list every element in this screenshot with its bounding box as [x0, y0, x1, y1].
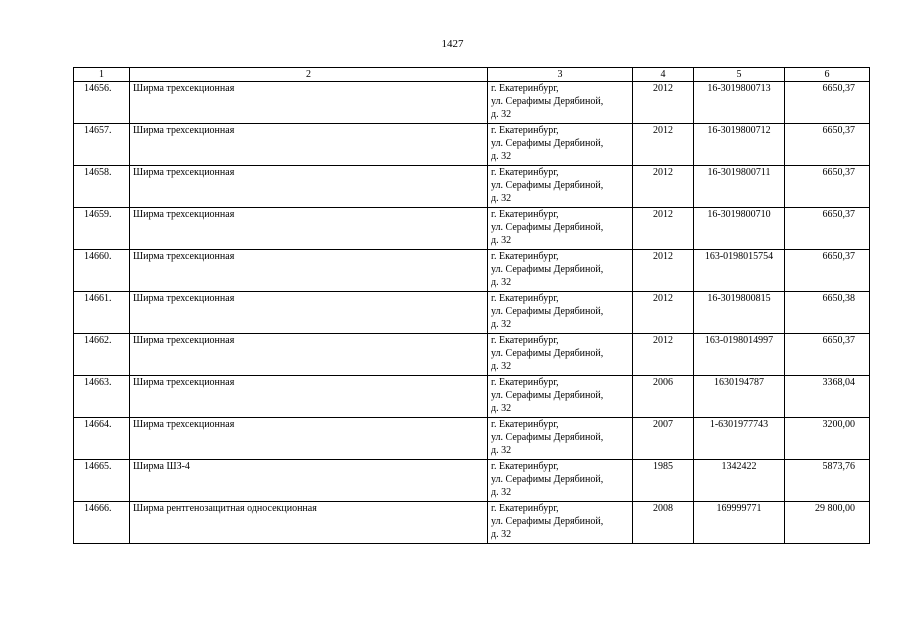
- column-header: 6: [785, 68, 870, 82]
- cost-cell: 29 800,00: [785, 502, 870, 544]
- column-header: 5: [694, 68, 785, 82]
- year-cell: 2012: [633, 208, 694, 250]
- column-header: 2: [130, 68, 488, 82]
- table-row: [74, 502, 870, 544]
- record-number-cell: 14666.: [74, 502, 130, 544]
- address-line: д. 32: [491, 529, 512, 540]
- address-line: г. Екатеринбург,: [491, 209, 559, 220]
- address-line: г. Екатеринбург,: [491, 125, 559, 136]
- address-cell: [488, 124, 633, 166]
- item-name-cell: Ширма трехсекционная: [130, 292, 488, 334]
- cost-cell: 6650,37: [785, 334, 870, 376]
- address-cell: [488, 82, 633, 124]
- property-registry-table: [73, 67, 870, 544]
- address-line: г. Екатеринбург,: [491, 503, 559, 514]
- item-name-cell: Ширма трехсекционная: [130, 124, 488, 166]
- address-line: д. 32: [491, 403, 512, 414]
- address-line: д. 32: [491, 193, 512, 204]
- address-line: д. 32: [491, 445, 512, 456]
- record-number-cell: 14663.: [74, 376, 130, 418]
- cost-cell: 6650,37: [785, 124, 870, 166]
- inventory-number-cell: 16-3019800815: [694, 292, 785, 334]
- item-name-cell: Ширма трехсекционная: [130, 334, 488, 376]
- cost-cell: 6650,37: [785, 208, 870, 250]
- address-cell: [488, 418, 633, 460]
- table-row: [74, 376, 870, 418]
- column-number-row: [74, 68, 870, 82]
- column-header: 1: [74, 68, 130, 82]
- address-cell: [488, 502, 633, 544]
- year-cell: 2012: [633, 124, 694, 166]
- inventory-number-cell: 1630194787: [694, 376, 785, 418]
- item-name-cell: Ширма трехсекционная: [130, 250, 488, 292]
- address-cell: [488, 250, 633, 292]
- table-row: [74, 292, 870, 334]
- year-cell: 2012: [633, 166, 694, 208]
- year-cell: 2012: [633, 292, 694, 334]
- table-row: [74, 418, 870, 460]
- record-number-cell: 14662.: [74, 334, 130, 376]
- address-line: д. 32: [491, 235, 512, 246]
- cost-cell: 3368,04: [785, 376, 870, 418]
- address-line: д. 32: [491, 487, 512, 498]
- inventory-number-cell: 1-6301977743: [694, 418, 785, 460]
- address-cell: [488, 166, 633, 208]
- cost-cell: 3200,00: [785, 418, 870, 460]
- inventory-number-cell: 16-3019800710: [694, 208, 785, 250]
- table-row: [74, 334, 870, 376]
- address-line: г. Екатеринбург,: [491, 335, 559, 346]
- item-name-cell: Ширма ШЗ-4: [130, 460, 488, 502]
- table-row: [74, 82, 870, 124]
- year-cell: 2007: [633, 418, 694, 460]
- table-row: [74, 250, 870, 292]
- item-name-cell: Ширма трехсекционная: [130, 166, 488, 208]
- address-line: г. Екатеринбург,: [491, 293, 559, 304]
- inventory-number-cell: 169999771: [694, 502, 785, 544]
- inventory-number-cell: 163-0198014997: [694, 334, 785, 376]
- record-number-cell: 14657.: [74, 124, 130, 166]
- address-line: ул. Серафимы Дерябиной,: [491, 264, 604, 275]
- cost-cell: 6650,37: [785, 166, 870, 208]
- inventory-number-cell: 16-3019800712: [694, 124, 785, 166]
- address-line: г. Екатеринбург,: [491, 377, 559, 388]
- year-cell: 1985: [633, 460, 694, 502]
- cost-cell: 6650,37: [785, 250, 870, 292]
- year-cell: 2012: [633, 250, 694, 292]
- address-line: ул. Серафимы Дерябиной,: [491, 222, 604, 233]
- address-line: ул. Серафимы Дерябиной,: [491, 474, 604, 485]
- address-line: д. 32: [491, 319, 512, 330]
- item-name-cell: Ширма трехсекционная: [130, 418, 488, 460]
- address-line: г. Екатеринбург,: [491, 461, 559, 472]
- record-number-cell: 14660.: [74, 250, 130, 292]
- address-line: ул. Серафимы Дерябиной,: [491, 432, 604, 443]
- year-cell: 2008: [633, 502, 694, 544]
- column-header: 3: [488, 68, 633, 82]
- cost-cell: 6650,38: [785, 292, 870, 334]
- item-name-cell: Ширма рентгенозащитная односекционная: [130, 502, 488, 544]
- inventory-number-cell: 163-0198015754: [694, 250, 785, 292]
- record-number-cell: 14656.: [74, 82, 130, 124]
- table-body: [74, 82, 870, 544]
- year-cell: 2012: [633, 334, 694, 376]
- address-line: ул. Серафимы Дерябиной,: [491, 348, 604, 359]
- record-number-cell: 14658.: [74, 166, 130, 208]
- year-cell: 2012: [633, 82, 694, 124]
- cost-cell: 6650,37: [785, 82, 870, 124]
- table-row: [74, 166, 870, 208]
- address-line: ул. Серафимы Дерябиной,: [491, 96, 604, 107]
- address-cell: [488, 334, 633, 376]
- address-line: г. Екатеринбург,: [491, 251, 559, 262]
- table-row: [74, 208, 870, 250]
- item-name-cell: Ширма трехсекционная: [130, 376, 488, 418]
- address-line: ул. Серафимы Дерябиной,: [491, 180, 604, 191]
- inventory-number-cell: 16-3019800711: [694, 166, 785, 208]
- address-line: д. 32: [491, 277, 512, 288]
- address-line: г. Екатеринбург,: [491, 83, 559, 94]
- address-line: д. 32: [491, 151, 512, 162]
- year-cell: 2006: [633, 376, 694, 418]
- table-row: [74, 124, 870, 166]
- inventory-number-cell: 1342422: [694, 460, 785, 502]
- address-line: ул. Серафимы Дерябиной,: [491, 390, 604, 401]
- table-row: [74, 460, 870, 502]
- inventory-number-cell: 16-3019800713: [694, 82, 785, 124]
- address-line: д. 32: [491, 361, 512, 372]
- record-number-cell: 14659.: [74, 208, 130, 250]
- address-line: ул. Серафимы Дерябиной,: [491, 516, 604, 527]
- record-number-cell: 14661.: [74, 292, 130, 334]
- address-line: г. Екатеринбург,: [491, 167, 559, 178]
- address-cell: [488, 208, 633, 250]
- address-line: ул. Серафимы Дерябиной,: [491, 138, 604, 149]
- address-cell: [488, 292, 633, 334]
- address-cell: [488, 376, 633, 418]
- address-line: ул. Серафимы Дерябиной,: [491, 306, 604, 317]
- address-line: д. 32: [491, 109, 512, 120]
- column-header: 4: [633, 68, 694, 82]
- record-number-cell: 14665.: [74, 460, 130, 502]
- address-line: г. Екатеринбург,: [491, 419, 559, 430]
- item-name-cell: Ширма трехсекционная: [130, 208, 488, 250]
- item-name-cell: Ширма трехсекционная: [130, 82, 488, 124]
- cost-cell: 5873,76: [785, 460, 870, 502]
- address-cell: [488, 460, 633, 502]
- page-number: 1427: [441, 38, 464, 50]
- record-number-cell: 14664.: [74, 418, 130, 460]
